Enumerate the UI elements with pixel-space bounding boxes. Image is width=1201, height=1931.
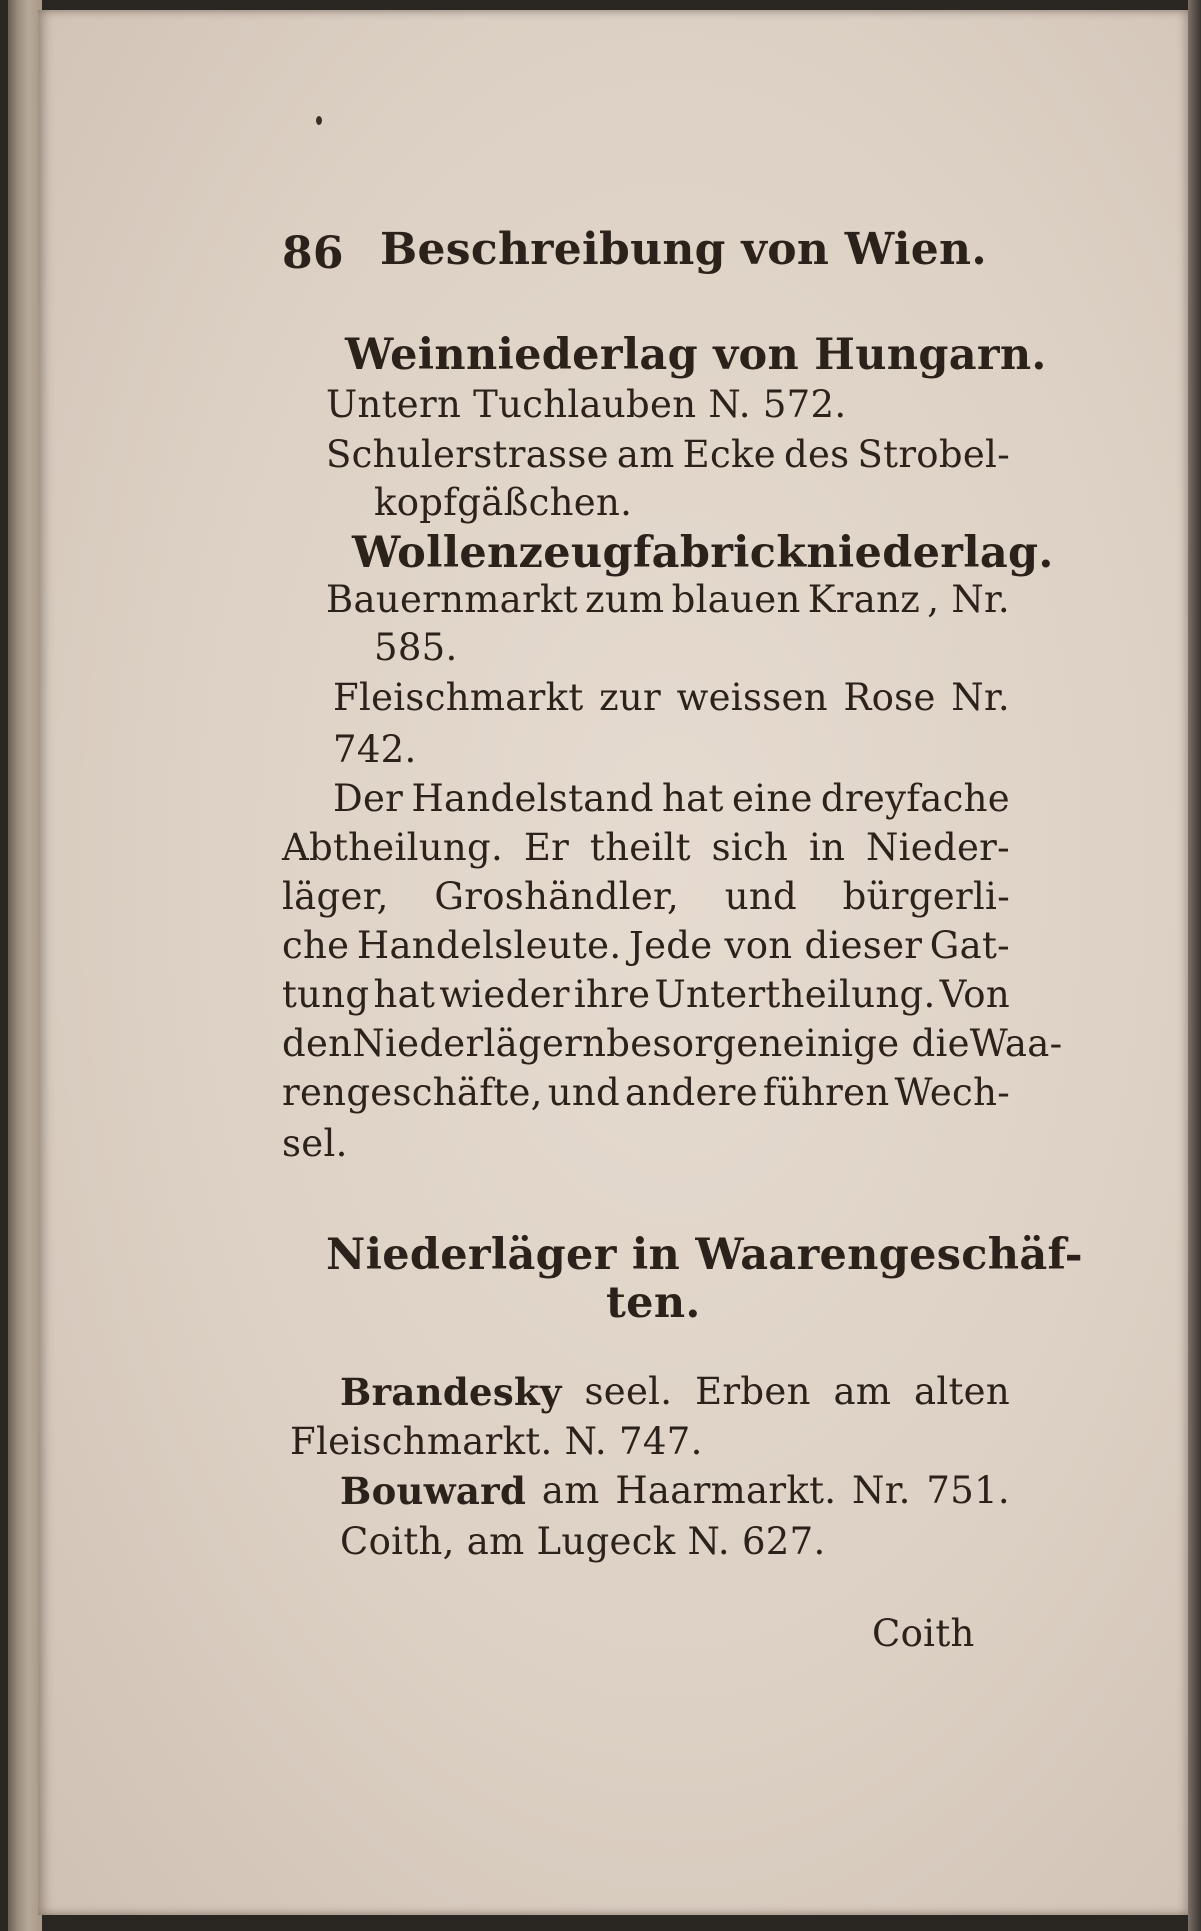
- word: Nr.: [852, 1469, 911, 1512]
- text-line: Untern Tuchlauben N. 572.: [326, 383, 847, 426]
- word: zur: [599, 676, 662, 719]
- book-right-edge: [1188, 0, 1201, 1931]
- word: seel.: [584, 1370, 673, 1413]
- word: Nieder-: [865, 826, 1010, 869]
- text-line: 742.: [333, 728, 417, 771]
- word: Wech-: [894, 1071, 1010, 1114]
- word: 751.: [926, 1469, 1010, 1512]
- word: Ecke: [682, 433, 776, 476]
- text-line: [326, 433, 1010, 476]
- word: Brandesky: [340, 1370, 562, 1414]
- page-number: 86: [282, 228, 344, 279]
- word: theilt: [589, 826, 691, 869]
- word: und: [547, 1071, 620, 1114]
- word: in: [808, 826, 846, 869]
- word: und: [724, 875, 797, 918]
- word: blauen: [671, 578, 801, 621]
- word: Schulerstrasse: [326, 433, 609, 476]
- paragraph-line: [282, 924, 1010, 967]
- paragraph-line: [282, 875, 1010, 918]
- word: che: [282, 924, 350, 967]
- word: ihre: [573, 973, 651, 1016]
- word: Kranz: [807, 578, 920, 621]
- word: dreyfache: [820, 777, 1010, 820]
- section-title-goods-depots: Niederläger in Waarengeschäf-: [326, 1230, 1083, 1280]
- word: weissen: [676, 676, 828, 719]
- word: Groshändler,: [434, 875, 679, 918]
- paragraph-line: [282, 1022, 1063, 1065]
- text-line: [333, 676, 1010, 719]
- word: tung: [282, 973, 370, 1016]
- word: hat: [662, 777, 724, 820]
- word: Rose: [843, 676, 936, 719]
- catchword: Coith: [872, 1612, 975, 1655]
- word: Abtheilung.: [282, 826, 504, 869]
- word: führen: [762, 1071, 890, 1114]
- paragraph-line: [333, 777, 1010, 820]
- word: am: [833, 1370, 892, 1413]
- section-title-wool-depot: Wollenzeugfabrickniederlag.: [352, 528, 1054, 578]
- word: besorgen: [606, 1022, 783, 1065]
- word: Jede von dieser: [628, 924, 923, 967]
- word: Strobel-: [857, 433, 1010, 476]
- word: einige die: [782, 1022, 970, 1065]
- paragraph-line: [282, 1071, 1010, 1114]
- word: wieder: [439, 973, 570, 1016]
- text-line: kopfgäßchen.: [374, 481, 633, 524]
- word: sich: [711, 826, 789, 869]
- word: Erben: [695, 1370, 811, 1413]
- word: Handelsleute.: [356, 924, 622, 967]
- word: am: [541, 1469, 600, 1512]
- paragraph-line: sel.: [282, 1122, 348, 1165]
- word: läger,: [282, 875, 389, 918]
- entry-line: [340, 1469, 1010, 1513]
- word: den: [282, 1022, 353, 1065]
- word: am: [616, 433, 675, 476]
- word: rengeschäfte,: [282, 1071, 543, 1114]
- word: zum: [585, 578, 665, 621]
- word: Von: [939, 973, 1010, 1016]
- entry-line: Fleischmarkt. N. 747.: [290, 1420, 703, 1463]
- word: hat: [373, 973, 436, 1016]
- word: bürgerli-: [842, 875, 1010, 918]
- word: Waa-: [969, 1022, 1063, 1065]
- word: alten: [913, 1370, 1010, 1413]
- word: Niederlägern: [352, 1022, 607, 1065]
- section-title-wine-depot: Weinniederlag von Hungarn.: [345, 330, 1047, 380]
- section-title-goods-depots-cont: ten.: [606, 1278, 701, 1328]
- word: andere: [625, 1071, 758, 1114]
- entry-line: [340, 1370, 1010, 1414]
- word: Der: [333, 777, 404, 820]
- ink-spot: [316, 116, 322, 125]
- word: Fleischmarkt: [333, 676, 584, 719]
- page-stack-edge: [8, 0, 42, 1931]
- word: Bauernmarkt: [326, 578, 578, 621]
- text-line: 585.: [374, 626, 458, 669]
- word: Handelstand: [411, 777, 654, 820]
- word: Untertheilung.: [654, 973, 936, 1016]
- paragraph-line: [282, 973, 1010, 1016]
- word: Nr.: [951, 676, 1010, 719]
- word: Gat-: [929, 924, 1010, 967]
- word: , Nr.: [927, 578, 1010, 621]
- running-title: Beschreibung von Wien.: [380, 224, 987, 275]
- word: Haarmarkt.: [615, 1469, 837, 1512]
- text-line: [326, 578, 1010, 621]
- word: eine: [731, 777, 813, 820]
- word: des: [783, 433, 850, 476]
- entry-line: Coith, am Lugeck N. 627.: [340, 1520, 826, 1563]
- word: Er: [523, 826, 570, 869]
- word: Bouward: [340, 1469, 527, 1513]
- paragraph-line: [282, 826, 1010, 869]
